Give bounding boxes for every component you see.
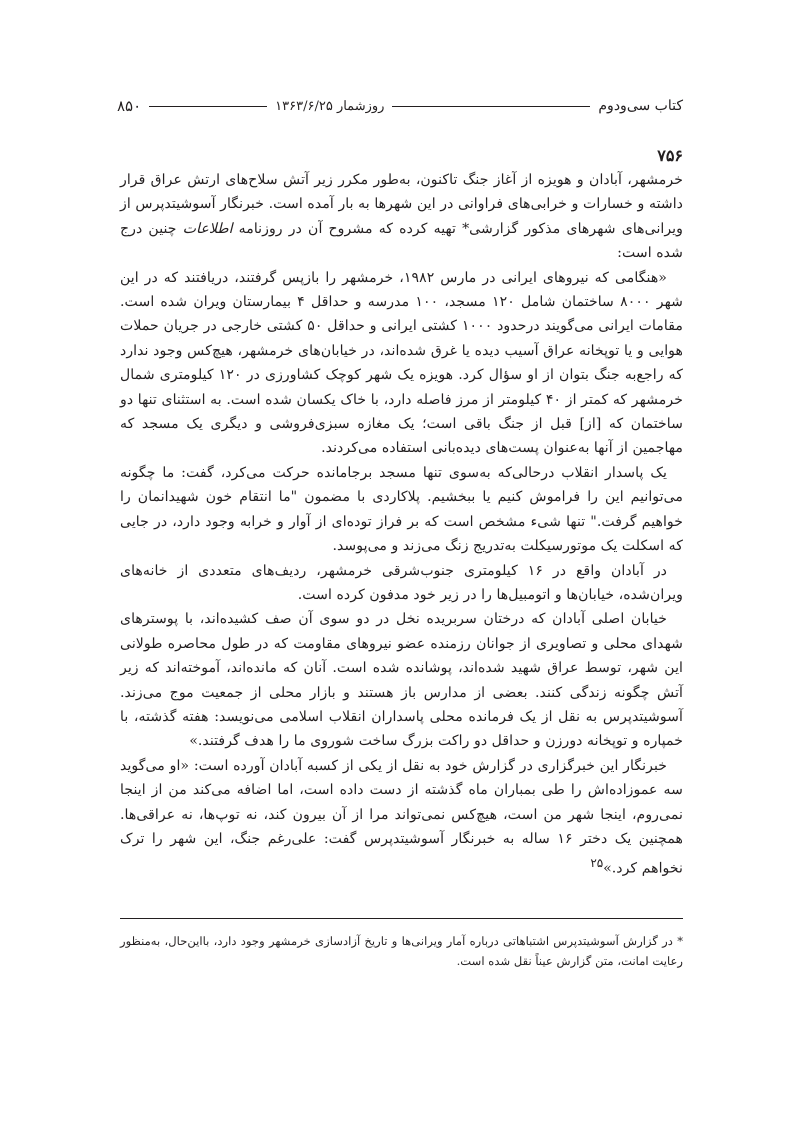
paragraph-shopkeeper: [120, 754, 683, 882]
body-text: [120, 168, 683, 882]
header-rule-left: [392, 106, 590, 107]
page-number: ۸۵۰: [117, 97, 142, 115]
diary-date: روزشمار ۱۳۶۳/۶/۲۵: [275, 98, 385, 114]
reference-marker: ۲۵: [590, 856, 604, 871]
paragraph-abadan: در آبادان واقع در ۱۶ کیلومتری جنوب‌شرقی خرمشهر، ردیف‌های متعددی از خانه‌های ویران‌شده، خیابان‌ها و اتومبیل‌ها را در زیر خود مدفون کرده است.: [120, 562, 683, 603]
document-number: ۷۵۶: [657, 146, 683, 165]
newspaper-name: اطلاعات: [182, 220, 233, 237]
footnote: * در گزارش آسوشیتدپرس اشتباهاتی درباره آمار ویرانی‌ها و تاریخ آزادسازی خرمشهر وجود دارد، بااین‌حال، به‌منظور رعایت امانت، متن گزارش عیناً نقل شده است.: [120, 934, 683, 968]
book-title: کتاب سی‌ودوم: [598, 98, 683, 114]
shopkeeper-text: خبرنگار این خبرگزاری در گزارش خود به نقل از یکی از کسبه آبادان آورده است: «او می‌گوید سه عموزاده‌اش را طی بمباران ماه گذشته از دست داده است، اما اضافه می‌کند من از اینجا نمی‌روم، اینجا شهر من است، هیچ‌کس نمی‌تواند مرا از آن بیرون کند، نه توپ‌ها، نه عراقی‌ها. همچنین یک دختر ۱۶ ساله به خبرنگار آسوشیتدپرس گفت: علی‌رغم جنگ، این شهر را ترک نخواهم کرد.»: [120, 757, 684, 878]
footnote-rule: [120, 918, 683, 919]
intro-text: خرمشهر، آبادان و هویزه از آغاز جنگ تاکنون، به‌طور مکرر زیر آتش سلاح‌های ارتش عراق قرار داشته و خسارات و خرابی‌های فراوانی در این شهرها به بار آمده است. خبرنگار آسوشیتدپرس از ویرانی‌های شهرهای مذکور گزارشی* تهیه کرده که مشروح آن در روزنامه: [120, 172, 683, 237]
paragraph-guard-quote: یک پاسدار انقلاب درحالی‌که به‌سوی تنها مسجد برجامانده حرکت می‌کرد، گفت: ما چگونه می‌توانیم این را فراموش کنیم یا ببخشیم. پلاکاردی با مضمون "ما انتقام خون شهیدانمان را خواهیم گرفت." تنها شیء مشخص است که بر فراز توده‌ای از آوار و خرابه وجود دارد، در جایی که اسکلت یک موتورسیکلت به‌تدریج زنگ می‌زند و می‌پوسد.: [120, 464, 683, 555]
intro-text-end: چنین درج شده است:: [120, 220, 683, 262]
paragraph-khorramshahr: «هنگامی که نیروهای ایرانی در مارس ۱۹۸۲، خرمشهر را بازپس گرفتند، دریافتند که در این شهر ۸۰۰۰ ساختمان شامل ۱۲۰ مسجد، ۱۰۰ مدرسه و حداقل ۴ بیمارستان ویران شده است. مقامات ایرانی می‌گویند درحدود ۱۰۰۰ کشتی ایرانی و حداقل ۵۰ کشتی خارجی در جریان حملات هوایی و یا توپخانه عراق آسیب دیده یا غرق شده‌اند، در خیابان‌های خرمشهر، هیچ‌کس وجود ندارد که راجع‌به جنگ بتوان از او سؤال کرد. هویزه یک شهر کوچک کشاورزی در ۱۲۰ کیلومتری شمال خرمشهر که کمتر از ۴۰ کیلومتر از مرز فاصله دارد، با خاک یکسان شده است. به استثنای تنها دو ساختمان که [از] قبل از جنگ باقی است؛ یک مغازه سبزی‌فروشی و دیگری یک مسجد که مهاجمین از آنها به‌عنوان پست‌های دیده‌بانی استفاده می‌کردند.: [120, 269, 684, 457]
paragraph-abadan-street: خیابان اصلی آبادان که درختان سربریده نخل در دو سوی آن صف کشیده‌اند، با پوسترهای شهدای محلی و تصاویری از جوانان رزمنده عضو نیروهای مقاومت که در طول محاصره طولانی این شهر، توسط عراق شهید شده‌اند، پوشانده شده است. آنان که مانده‌اند، آموخته‌اند که زیر آتش چگونه زندگی کنند. بعضی از مدارس باز هستند و بازار محلی از جمعیت موج می‌زند. آسوشیتدپرس به نقل از یک فرمانده محلی پاسداران انقلاب اسلامی می‌نویسد: هفته گذشته، با خمپاره و توپخانه دورزن و حداقل دو راکت بزرگ ساخت شوروی ما را هدف گرفتند.»: [120, 611, 683, 750]
paragraph-intro: [120, 168, 683, 266]
running-header: [117, 93, 683, 119]
header-rule-right: [149, 106, 267, 107]
